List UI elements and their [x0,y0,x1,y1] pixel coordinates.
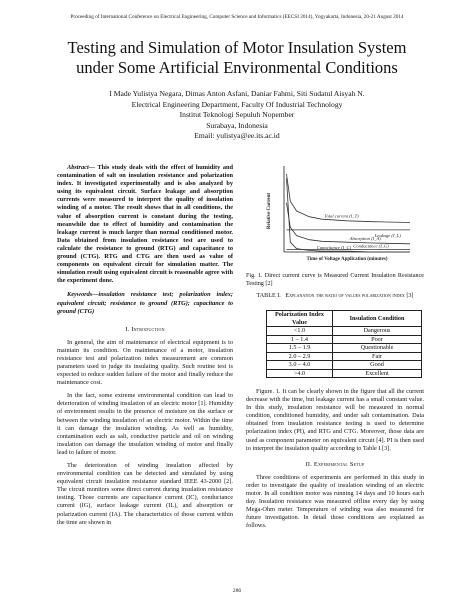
table-cell-condition: Fair [333,352,422,361]
series-label-3: Leakage (I_L) [374,232,401,238]
author-city: Surabaya, Indonesia [206,120,268,130]
figure-1 [258,160,418,270]
left-column [57,164,233,527]
intro-paragraph-2: In the fact, some extreme environmental condition can lead to deterioration of winding insulation of an electric motor [1]. Humidity of environment results in the presence of moisture on the surface or between the winding insulation of an electric motor. Within the time it can damage the insulation winding. As well as humidity, contamination such as salt, conductive particle and oil on winding insulation can damage the insulation winding of motor and finally lead to failure of motor. [57,392,233,456]
x-axis-label: Time of Voltage Application (minutes) [306,257,388,262]
paper-title [20,38,454,78]
current-curve-chart [258,160,418,270]
right-paragraph-1: Figure. 1. It can be clearly shown in the figure that all the current decrease with the time, but leakage current has a small constant value. In this study, insulation resistance will be measured in normal condition, conditioned humidity, and under salt contamination. Data obtained from insulation resistance testing is used to determine polarization index (PI), and RTG and CTG. Moreover, those data are used as component parameter on equivalent circuit [4]. PI is then used to interpret the insulation quality according to Table I [3]. [246,388,424,452]
table-cell-pi: 1.5 – 1.9 [267,344,333,353]
table-header-row [267,311,422,327]
table-cell-condition: Poor [333,335,422,344]
table-1-title: Explanation the ratio of values polarization index [3] [285,293,414,299]
series-label-2: Absorption (I_A) [349,236,381,242]
table-cell-condition: Excellent [333,369,422,378]
series-label-1: Total current (I_T) [324,213,359,219]
table-row [267,344,422,353]
abstract [57,164,233,285]
y-axis-label: Relative Current [267,192,272,230]
table-header-pi: Polarization Index Value [267,311,333,327]
series-label-4: Capacitance (I_C) [316,244,352,250]
table-row [267,361,422,370]
title-line-2: under Some Artificial Environmental Conditions [76,58,398,77]
author-email: Email: yulistya@ee.its.ac.id [194,131,280,140]
table-1-caption [246,293,424,301]
setup-paragraph: Three conditions of experiments are performed in this study in order to investigate the quality of insulation winding of an electric motor. In all condition motor was running 14 days and 10 hours each day. Insulation resistance was measured offline every day by using Mega-Ohm meter. Temperature of winding was also measured for future investigation. In detail those conditions are explained as follows. [246,473,424,530]
intro-paragraph-3: The deterioration of winding insulation affected by environmental condition can be detected and simulated by using equivalent circuit insulation resistance standard IEEE 43-2000 [2]. The circuit monitors some direct current during insulation resistance testing. Those currents are capacitance current (IC), conductance current (IG), surface leakage current (IL), and absorption or polarization current (IA). The characteristics of those current within the time are shown in [57,462,233,526]
author-department: Electrical Engineering Department, Faculty Of Industrial Technology [131,99,343,109]
abstract-label: Abstract— [67,164,95,171]
table-cell-pi: 2.0 – 2.9 [267,352,333,361]
right-column-text [246,388,424,530]
table-cell-condition: Dangerous [333,327,422,336]
table-1-label: TABLE I. [256,293,281,299]
figure-1-caption: Fig. 1. Direct current curve is Measured Current Insulation Resistance Testing [2] [246,273,424,287]
table-cell-pi: >4.0 [267,369,333,378]
abstract-text: This study deals with the effect of humidity and contamination of salt on insulation resistance and polarization index. It investigated experimentally and is also analyzed by using its equivalent circuit. Surface leakage and absorption currents were measured to interpret the quality of insulation winding of a motor. The result shows that in all conditions, the value of absorption current is constant during the testing, meanwhile due to effect of humidity and contamination the leakage current is much larger than normal conditioned motor. Data obtained from insulation resistance test are used to calculate the resistance to ground (RTG) and capacitance to ground (CTG). RTG and CTG are then used as value of components on equivalent circuit for simulation matter. The simulation result using equivalent circuit is reasonable agree with the experiment done. [57,164,233,285]
keywords [57,291,233,315]
section-2-heading: II. Experimental Setup [305,460,365,468]
intro-paragraph-1: In general, the aim of maintenance of electrical equipment is to maintain its condition. On maintenance of a motor, insulation resistance test and polarization index measurement are common parameters used to judge its insulating quality. Such routine test is expected to reduce sudden failure of the motor and finally reduce the maintenance cost. [57,338,233,387]
table-cell-pi: 1 – 1.4 [267,335,333,344]
page-number: 286 [232,588,242,594]
title-line-1: Testing and Simulation of Motor Insulation System [67,38,407,57]
table-row [267,352,422,361]
keywords-label: Keywords— [67,291,99,299]
author-names: I Made Yulistya Negara, Dimas Anton Asfani, Daniar Fahmi, Siti Sudatul Aisyah N. [109,89,365,98]
keywords-text: insulation resistance test; polarization index; equivalent circuit; resistance to ground (RTG); capacitance to ground (CTG) [57,291,233,315]
table-cell-pi: <1.0 [267,327,333,336]
table-row [267,327,422,336]
author-block [20,89,454,142]
author-institution: Institut Teknologi Sepuluh Nopember [179,110,295,119]
table-row [267,335,422,344]
table-1 [266,310,422,378]
proceedings-header: Proceeding of International Conference on Electrical Engineering, Computer Science and Informatics (EECSI 2014), Yogyakarta, Indonesia, 20-21 August 2014 [70,14,404,20]
table-cell-pi: 3.0 – 4.0 [267,361,333,370]
polarization-index-table [266,310,422,378]
table-cell-condition: Questionable [333,344,422,353]
table-cell-condition: Good [333,361,422,370]
table-row [267,369,422,378]
series-label-5: Conductance (I_G) [353,243,389,249]
section-1-heading: I. Introduction [125,325,165,333]
table-header-condition: Insulation Condition [333,311,422,327]
